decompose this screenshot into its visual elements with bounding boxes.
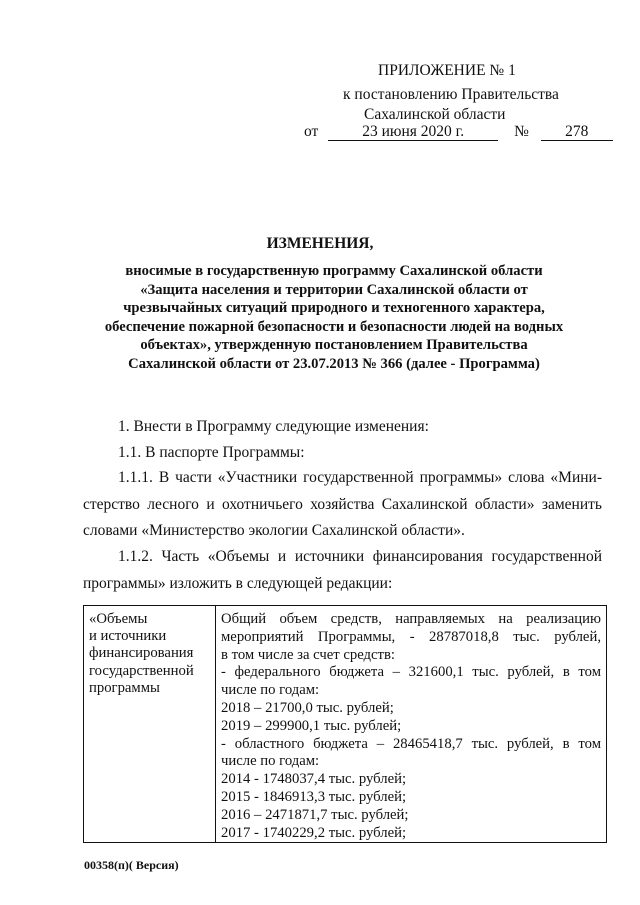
paragraph-1-1-2-line-1: 1.1.2. Часть «Объемы и источники финансирования государственной xyxy=(118,548,602,565)
paragraph-1-1-2-line-2: программы» изложить в следующей редакции: xyxy=(83,575,393,592)
content-line: мероприятий Программы, - 28787018,8 тыс. рублей, xyxy=(221,628,601,645)
label-line: «Объемы xyxy=(89,611,148,627)
content-line: 2019 – 299900,1 тыс. рублей; xyxy=(221,717,402,734)
content-line: в том числе за счет средств: xyxy=(221,646,395,663)
subtitle-line: «Защита населения и территории Сахалинской области от xyxy=(140,281,528,298)
label-line: программы xyxy=(89,679,160,696)
content-line: 2017 - 1740229,2 тыс. рублей; xyxy=(221,824,407,841)
content-line: 2014 - 1748037,4 тыс. рублей; xyxy=(221,771,407,788)
number-label: № xyxy=(514,123,529,140)
paragraph-1-1-1-line-1: 1.1.1. В части «Участники государственной программы» слова «Мини- xyxy=(118,469,602,486)
document-subtitle xyxy=(90,262,578,373)
appendix-date-row xyxy=(304,123,613,141)
paragraph-1: 1. Внести в Программу следующие изменения: xyxy=(118,418,429,435)
subtitle-line: чрезвычайных ситуаций природного и техногенного характера, xyxy=(123,300,545,316)
subtitle-line: вносимые в государственную программу Сахалинской области xyxy=(125,263,543,279)
footer-doc-code: 00358(п)( Версия) xyxy=(84,858,179,872)
number-value: 278 xyxy=(541,124,613,141)
label-line: финансирования xyxy=(89,645,194,662)
date-value: 23 июня 2020 г. xyxy=(328,124,498,141)
label-line: и источники xyxy=(89,628,167,645)
paragraph-1-1-1-line-2: стерство лесного и охотничьего хозяйства Сахалинской области» заменить xyxy=(83,496,602,513)
appendix-region-line: Сахалинской области xyxy=(364,106,506,123)
appendix-title: ПРИЛОЖЕНИЕ № 1 xyxy=(378,62,516,79)
financing-table xyxy=(83,605,607,843)
label-line: государственной xyxy=(89,662,194,679)
content-line: - федерального бюджета – 321600,1 тыс. рублей, в том xyxy=(221,664,601,681)
appendix-resolution-line: к постановлению Правительства xyxy=(343,86,559,103)
paragraph-1-1: 1.1. В паспорте Программы: xyxy=(118,444,305,461)
table-cell-content xyxy=(216,606,607,843)
from-label: от xyxy=(304,123,319,140)
content-line: Общий объем средств, направляемых на реализацию xyxy=(221,611,601,627)
content-line: числе по годам: xyxy=(221,682,320,699)
content-line: 2016 – 2471871,7 тыс. рублей; xyxy=(221,806,409,823)
subtitle-line: обеспечение пожарной безопасности и безопасности людей на водных xyxy=(104,318,564,335)
paragraph-1-1-1-line-3: словами «Министерство экологии Сахалинской области». xyxy=(83,522,465,539)
content-line: 2015 - 1846913,3 тыс. рублей; xyxy=(221,788,407,805)
content-line: - областного бюджета – 28465418,7 тыс. рублей, в том xyxy=(221,735,601,752)
subtitle-line: объектах», утвержденную постановлением Правительства xyxy=(140,337,528,353)
document-title: ИЗМЕНЕНИЯ, xyxy=(266,235,374,252)
table-row xyxy=(84,606,607,843)
content-line: числе по годам: xyxy=(221,753,320,770)
table-cell-label xyxy=(84,606,216,843)
content-line: 2018 – 21700,0 тыс. рублей; xyxy=(221,699,394,716)
subtitle-line: Сахалинской области от 23.07.2013 № 366 (далее - Программа) xyxy=(128,355,540,372)
